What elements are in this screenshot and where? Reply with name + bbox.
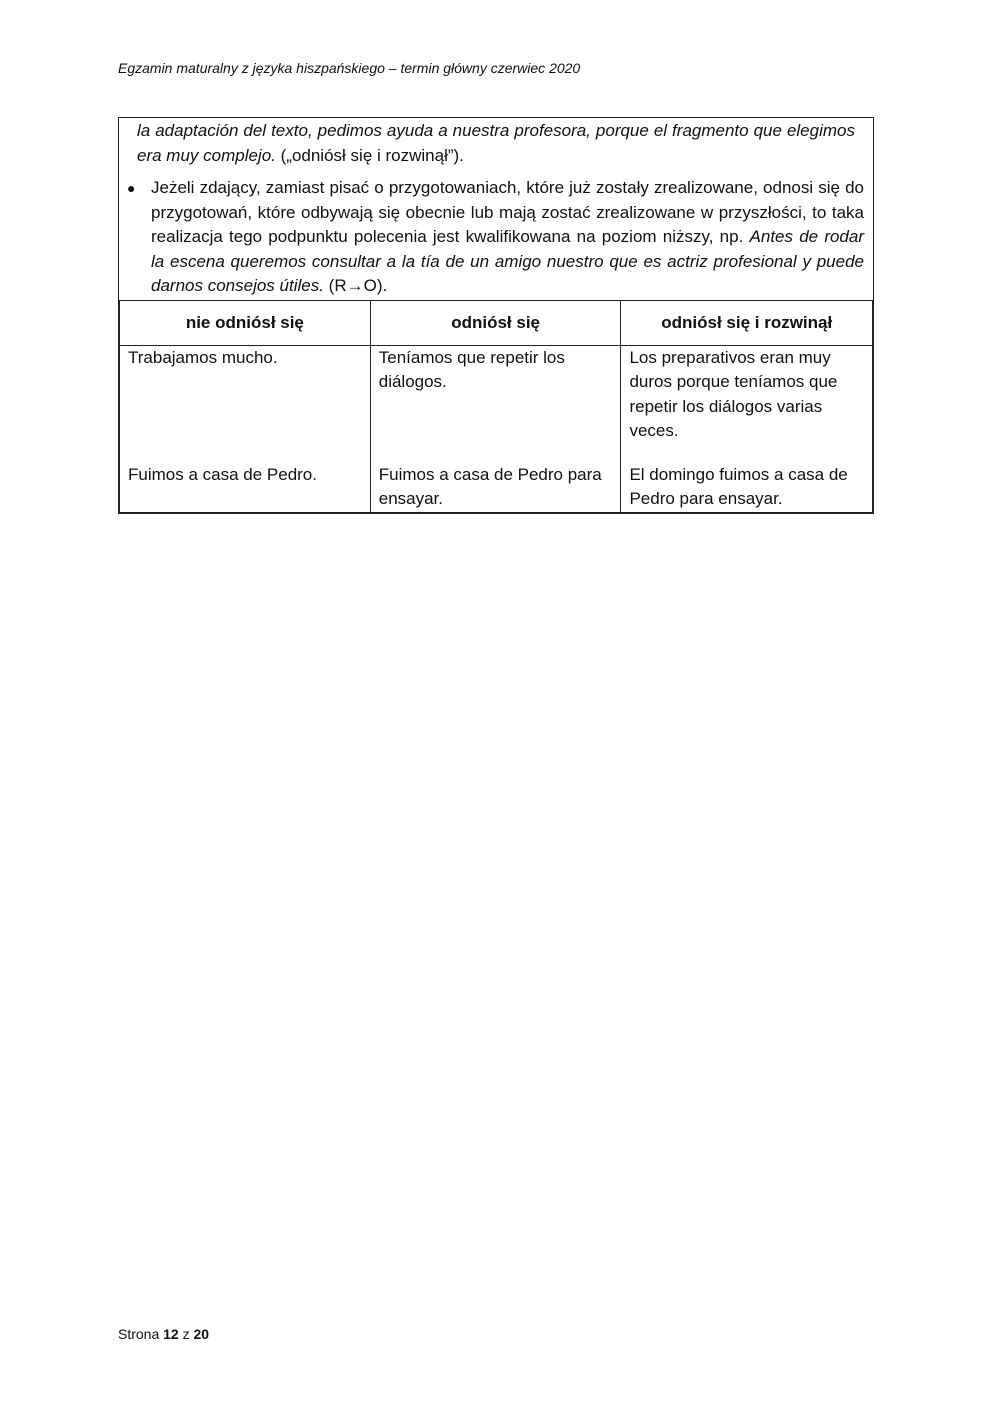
footer-total: 20 bbox=[193, 1326, 210, 1342]
footer-prefix: Strona bbox=[118, 1326, 160, 1342]
table-row bbox=[120, 444, 873, 513]
footer-page: 12 bbox=[163, 1326, 179, 1342]
header-odniosl: odniósł się bbox=[370, 300, 621, 345]
levels-table bbox=[119, 300, 873, 513]
bullet-item bbox=[119, 176, 873, 299]
table-header-row bbox=[120, 300, 873, 345]
table-cell: Fuimos a casa de Pedro. bbox=[120, 444, 371, 513]
scoring-box bbox=[118, 117, 874, 514]
document-header: Egzamin maturalny z języka hiszpańskiego – termin główny czerwiec 2020 bbox=[118, 60, 581, 76]
table-cell: Fuimos a casa de Pedro para ensayar. bbox=[370, 444, 621, 513]
table-cell: Los preparativos eran muy duros porque teníamos que repetir los diálogos varias veces. bbox=[621, 345, 873, 444]
table-cell: El domingo fuimos a casa de Pedro para ensayar. bbox=[621, 444, 873, 513]
footer-sep: z bbox=[182, 1326, 190, 1342]
page-footer bbox=[118, 1326, 209, 1342]
bullet-icon: ● bbox=[127, 180, 136, 196]
header-nie-odniosl: nie odniósł się bbox=[120, 300, 371, 345]
table-cell: Teníamos que repetir los diálogos. bbox=[370, 345, 621, 444]
intro-note: („odniósł się i rozwinął”). bbox=[280, 145, 464, 165]
bullet-body: Jeżeli zdający, zamiast pisać o przygotowaniach, które już zostały zrealizowane, odnosi się do przygotowań, które odbywają się obecnie lub mają zostać zrealizowane w przyszłości, to taka realizacja tego podpunktu polecenia jest kwalifikowana na poziom niższy, np. bbox=[151, 178, 864, 246]
table-cell: Trabajamos mucho. bbox=[120, 345, 371, 444]
header-odniosl-rozwinal: odniósł się i rozwinął bbox=[621, 300, 873, 345]
bullet-note: (R→O). bbox=[328, 276, 388, 295]
table-row bbox=[120, 345, 873, 444]
bullet-text bbox=[151, 176, 864, 299]
bullet-example: Antes de rodar la escena queremos consultar a la tía de un amigo nuestro que es actriz profesional y puede darnos consejos útiles. bbox=[151, 227, 865, 295]
intro-example: la adaptación del texto, pedimos ayuda a nuestra profesora, porque el fragmento que elegimos era muy complejo. bbox=[137, 121, 855, 165]
intro-paragraph bbox=[119, 118, 873, 168]
